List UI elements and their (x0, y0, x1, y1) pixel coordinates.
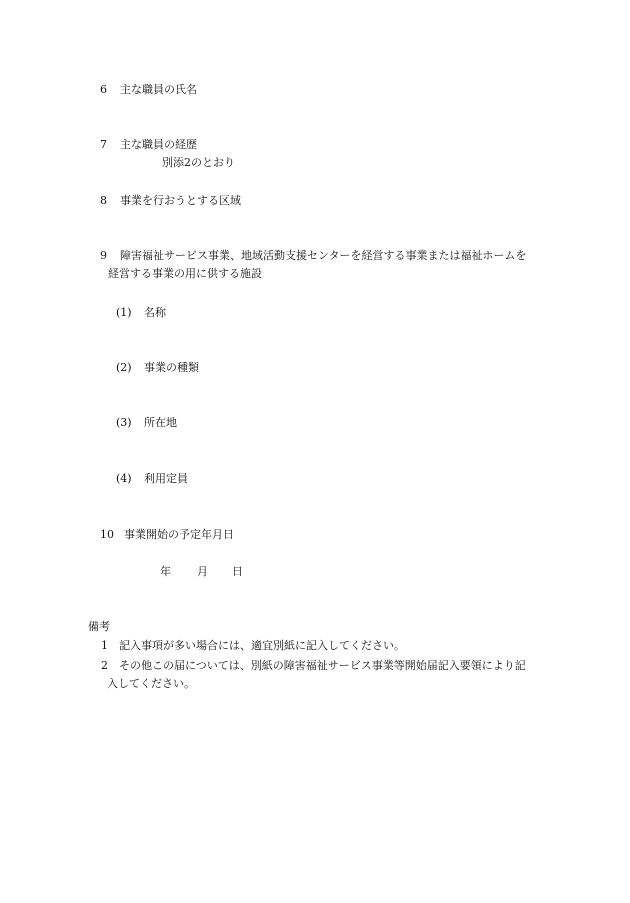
facility-number: (1) (116, 306, 132, 319)
date-year-label: 年 (160, 565, 171, 578)
item-label: 事業を行おうとする区域 (120, 194, 241, 207)
item-7 (100, 139, 197, 150)
item-6 (100, 84, 197, 95)
item-9-label-continued: 経営する事業の用に供する施設 (108, 267, 262, 280)
facility-number: (3) (116, 416, 132, 429)
item-number: 7 (100, 138, 107, 151)
facility-item-3 (116, 417, 177, 428)
remark-number: 2 (101, 659, 108, 672)
item-8 (100, 195, 241, 206)
facility-item-4 (116, 473, 188, 484)
item-label: 事業開始の予定年月日 (124, 528, 234, 541)
item-number: 8 (100, 194, 107, 207)
item-number: 10 (100, 528, 114, 541)
item-number: 6 (100, 83, 107, 96)
remark-1 (101, 640, 405, 651)
facility-number: (2) (116, 361, 132, 374)
facility-label: 事業の種類 (144, 361, 199, 374)
item-label: 主な職員の経歴 (120, 138, 197, 151)
date-month-label: 月 (197, 565, 208, 578)
item-label: 主な職員の氏名 (120, 83, 197, 96)
facility-label: 所在地 (144, 416, 177, 429)
remark-number: 1 (101, 639, 108, 652)
facility-label: 名称 (144, 306, 166, 319)
facility-item-1 (116, 307, 166, 318)
remark-2 (101, 660, 526, 671)
facility-number: (4) (116, 472, 132, 485)
item-label: 障害福祉サービス事業、地域活動支援センターを経営する事業または福祉ホームを (120, 249, 527, 262)
remark-2-continued: 入してください。 (107, 677, 195, 690)
remark-text: 記入事項が多い場合には、適宜別紙に記入してください。 (119, 639, 405, 652)
facility-label: 利用定員 (144, 472, 188, 485)
item-9 (100, 250, 527, 261)
item-7-detail: 別添2のとおり (162, 156, 235, 169)
remarks-heading: 備考 (88, 620, 110, 633)
item-number: 9 (100, 249, 107, 262)
item-10 (100, 529, 234, 540)
date-day-label: 日 (232, 565, 243, 578)
remark-text: その他この届については、別紙の障害福祉サービス事業等開始届記入要領により記 (119, 659, 526, 672)
facility-item-2 (116, 362, 199, 373)
planned-start-date (0, 566, 630, 580)
